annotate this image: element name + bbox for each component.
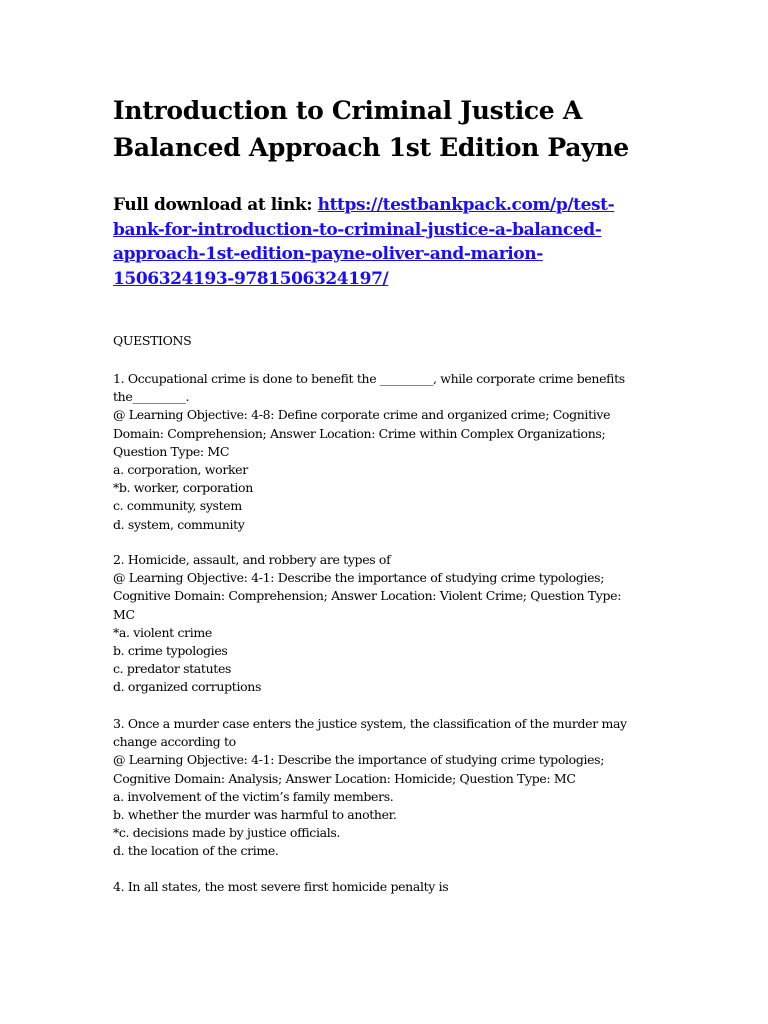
question-4-stem: 4. In all states, the most severe first homicide penalty is xyxy=(113,879,449,894)
question-1-meta-line-2: Domain: Comprehension; Answer Location: Crime within Complex Organizations; xyxy=(113,425,606,441)
question-2-option-b: b. crime typologies xyxy=(113,643,228,659)
question-1-stem-line-2: the_________. xyxy=(113,389,190,405)
question-1-meta-line-3: Question Type: MC xyxy=(113,443,230,459)
question-3-meta-line-1: @ Learning Objective: 4-1: Describe the importance of studying crime typologies; xyxy=(113,752,605,768)
question-2-meta-line-1: @ Learning Objective: 4-1: Describe the importance of studying crime typologies; xyxy=(113,570,605,586)
question-3-option-d: d. the location of the crime. xyxy=(113,843,279,859)
download-line-1 xyxy=(113,193,713,218)
question-3-option-b: b. whether the murder was harmful to another. xyxy=(113,807,397,823)
question-2-option-a: *a. violent crime xyxy=(113,624,212,640)
title-line-2: Balanced Approach 1st Edition Payne xyxy=(113,133,629,162)
question-1-meta-line-1: @ Learning Objective: 4-8: Define corporate crime and organized crime; Cognitive xyxy=(113,407,611,423)
section-heading-text: QUESTIONS xyxy=(113,333,192,348)
download-link-part-3[interactable]: approach-1st-edition-payne-oliver-and-marion- xyxy=(113,244,543,264)
question-2-meta-line-3: MC xyxy=(113,606,135,622)
download-line-4 xyxy=(113,267,713,292)
download-line-2 xyxy=(113,218,713,243)
question-block-2 xyxy=(113,551,673,697)
question-1-option-b: *b. worker, corporation xyxy=(113,480,253,496)
question-2-meta-line-2: Cognitive Domain: Comprehension; Answer Location: Violent Crime; Question Type: xyxy=(113,588,622,604)
question-3-option-c: *c. decisions made by justice officials. xyxy=(113,825,341,841)
question-3-stem-line-2: change according to xyxy=(113,734,236,750)
question-block-4 xyxy=(113,878,673,896)
document-title xyxy=(113,92,713,166)
download-label: Full download at link: xyxy=(113,195,318,215)
section-heading xyxy=(113,332,673,350)
download-link-part-2[interactable]: bank-for-introduction-to-criminal-justice-a-balanced- xyxy=(113,219,602,240)
question-1-option-d: d. system, community xyxy=(113,516,245,532)
question-block-1 xyxy=(113,370,673,534)
question-1-stem-line-1: 1. Occupational crime is done to benefit the _________, while corporate crime benefits xyxy=(113,371,625,386)
download-link-part-4[interactable]: 1506324193-9781506324197/ xyxy=(113,268,389,289)
question-block-3 xyxy=(113,715,673,861)
question-2-option-d: d. organized corruptions xyxy=(113,679,262,695)
question-1-option-a: a. corporation, worker xyxy=(113,462,248,478)
question-2-stem: 2. Homicide, assault, and robbery are types of xyxy=(113,552,391,567)
title-line-1: Introduction to Criminal Justice A xyxy=(113,96,582,125)
question-1-option-c: c. community, system xyxy=(113,498,242,514)
download-line-3 xyxy=(113,242,713,267)
question-2-option-c: c. predator statutes xyxy=(113,661,232,677)
download-link-part-1[interactable]: https://testbankpack.com/p/test- xyxy=(317,195,615,215)
download-section xyxy=(113,193,713,291)
question-3-option-a: a. involvement of the victim’s family members. xyxy=(113,788,394,804)
question-3-meta-line-2: Cognitive Domain: Analysis; Answer Location: Homicide; Question Type: MC xyxy=(113,770,576,786)
question-3-stem-line-1: 3. Once a murder case enters the justice system, the classification of the murder may xyxy=(113,716,627,731)
